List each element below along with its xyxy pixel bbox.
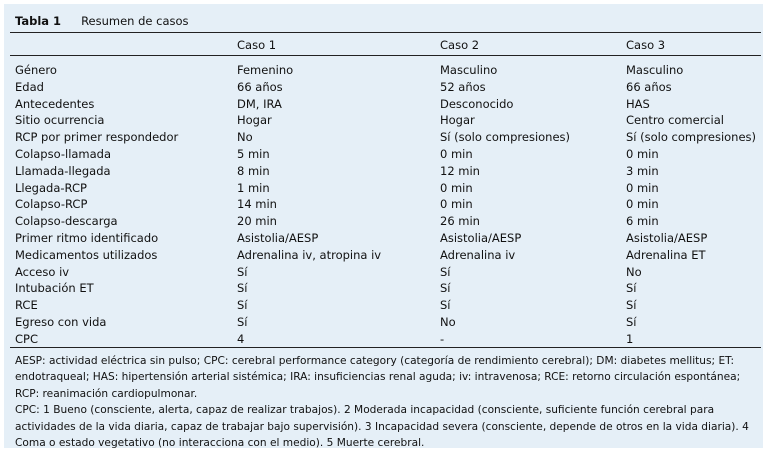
cell-caso-3: 0 min: [626, 197, 659, 212]
cell-caso-3: 66 años: [626, 79, 672, 94]
header-cell-caso-1: Caso 1: [237, 38, 277, 52]
cell-caso-3: Adrenalina ET: [626, 247, 706, 262]
cell-caso-2: Desconocido: [440, 96, 514, 111]
row-label: CPC: [15, 331, 38, 346]
table-row: [15, 113, 755, 130]
cell-caso-3: Centro comercial: [626, 113, 724, 128]
table-caption: [15, 14, 189, 28]
cell-caso-3: 6 min: [626, 214, 659, 229]
row-label: RCP por primer respondedor: [15, 130, 179, 145]
table-row: [15, 315, 755, 332]
table-body: [15, 63, 755, 349]
cell-caso-2: Sí: [440, 264, 451, 279]
cell-caso-1: Asistolia/AESP: [237, 230, 319, 245]
table-footnotes: [15, 353, 757, 451]
cell-caso-3: 0 min: [626, 146, 659, 161]
cell-caso-2: 52 años: [440, 79, 486, 94]
table-row: [15, 298, 755, 315]
cell-caso-1: DM, IRA: [237, 96, 282, 111]
cell-caso-2: -: [440, 331, 445, 346]
cell-caso-2: Adrenalina iv: [440, 247, 516, 262]
cell-caso-3: HAS: [626, 96, 650, 111]
cell-caso-1: 1 min: [237, 180, 270, 195]
table-header-row: [15, 38, 755, 52]
cell-caso-3: No: [626, 264, 642, 279]
cell-caso-2: Sí: [440, 298, 451, 313]
row-label: Edad: [15, 79, 44, 94]
cell-caso-3: Sí: [626, 298, 637, 313]
row-label: Género: [15, 63, 57, 77]
row-label: Egreso con vida: [15, 314, 107, 329]
cell-caso-3: 0 min: [626, 180, 659, 195]
top-rule: [10, 32, 761, 33]
row-label: Colapso-RCP: [15, 197, 88, 212]
cell-caso-3: 3 min: [626, 163, 659, 178]
cell-caso-1: Femenino: [237, 63, 294, 77]
row-label: Medicamentos utilizados: [15, 247, 158, 262]
cpc-scale-note: CPC: 1 Bueno (consciente, alerta, capaz de realizar trabajos). 2 Moderada incapacidad (consciente, suficiente función cerebral para actividades de la vida diaria, capaz de trabajar bajo supervisión). 3 Incapacidad severa (consciente, depende de otros en la vida diaria). 4 Coma o estado vegetativo (no interacciona con el medio). 5 Muerte cerebral.: [15, 404, 749, 450]
row-label: Llamada-llegada: [15, 163, 111, 178]
cell-caso-3: Sí (solo compresiones): [626, 130, 757, 145]
table-container: [4, 4, 763, 448]
cell-caso-2: Sí (solo compresiones): [440, 130, 571, 145]
table-number: Tabla 1: [15, 14, 62, 28]
row-label: Antecedentes: [15, 96, 95, 111]
table-row: [15, 147, 755, 164]
table-row: [15, 197, 755, 214]
cell-caso-3: Asistolia/AESP: [626, 230, 708, 245]
cell-caso-2: Masculino: [440, 63, 498, 77]
row-label: Colapso-descarga: [15, 214, 118, 229]
cell-caso-1: 5 min: [237, 146, 270, 161]
cell-caso-1: Sí: [237, 298, 248, 313]
cell-caso-2: 0 min: [440, 197, 473, 212]
table-row: [15, 265, 755, 282]
table-row: [15, 80, 755, 97]
cell-caso-1: 66 años: [237, 79, 283, 94]
table-row: [15, 231, 755, 248]
row-label: Llegada-RCP: [15, 180, 87, 195]
cell-caso-1: Hogar: [237, 113, 272, 128]
table-title: Resumen de casos: [81, 14, 189, 28]
cell-caso-2: 0 min: [440, 180, 473, 195]
header-cell-caso-3: Caso 3: [626, 38, 666, 52]
cell-caso-1: 14 min: [237, 197, 277, 212]
cell-caso-1: Adrenalina iv, atropina iv: [237, 247, 382, 262]
abbreviations-note: AESP: actividad eléctrica sin pulso; CPC: cerebral performance category (categoría de rendimiento cerebral); DM: diabetes mellitus; ET: endotraqueal; HAS: hipertensión arterial sistémica; IRA: insuficiencias renal aguda; iv: intravenosa; RCE: retorno circulación espontánea; RCP: reanimación cardiopulmonar.: [15, 355, 741, 400]
cell-caso-1: Sí: [237, 264, 248, 279]
cell-caso-2: Sí: [440, 281, 451, 296]
row-label: Acceso iv: [15, 264, 70, 279]
cell-caso-2: Hogar: [440, 113, 475, 128]
cell-caso-2: Asistolia/AESP: [440, 230, 522, 245]
table-row: [15, 248, 755, 265]
header-cell-caso-2: Caso 2: [440, 38, 480, 52]
cell-caso-3: Sí: [626, 281, 637, 296]
header-rule: [10, 55, 761, 56]
row-label: Primer ritmo identificado: [15, 230, 159, 245]
table-row: [15, 97, 755, 114]
table-row: [15, 130, 755, 147]
table-row: [15, 181, 755, 198]
table-row: [15, 63, 755, 80]
row-label: Colapso-llamada: [15, 146, 112, 161]
cell-caso-1: Sí: [237, 314, 248, 329]
table-row: [15, 164, 755, 181]
cell-caso-1: No: [237, 130, 253, 145]
cell-caso-3: 1: [626, 331, 634, 346]
cell-caso-3: Masculino: [626, 63, 684, 77]
cell-caso-3: Sí: [626, 314, 637, 329]
cell-caso-1: 20 min: [237, 214, 277, 229]
cell-caso-2: 12 min: [440, 163, 480, 178]
bottom-rule: [10, 347, 761, 348]
row-label: Sitio ocurrencia: [15, 113, 105, 128]
cell-caso-2: No: [440, 314, 456, 329]
row-label: RCE: [15, 298, 38, 313]
table-row: [15, 281, 755, 298]
cell-caso-2: 0 min: [440, 146, 473, 161]
table-row: [15, 214, 755, 231]
row-label: Intubación ET: [15, 281, 94, 296]
cell-caso-2: 26 min: [440, 214, 480, 229]
cell-caso-1: Sí: [237, 281, 248, 296]
cell-caso-1: 8 min: [237, 163, 270, 178]
cell-caso-1: 4: [237, 331, 245, 346]
